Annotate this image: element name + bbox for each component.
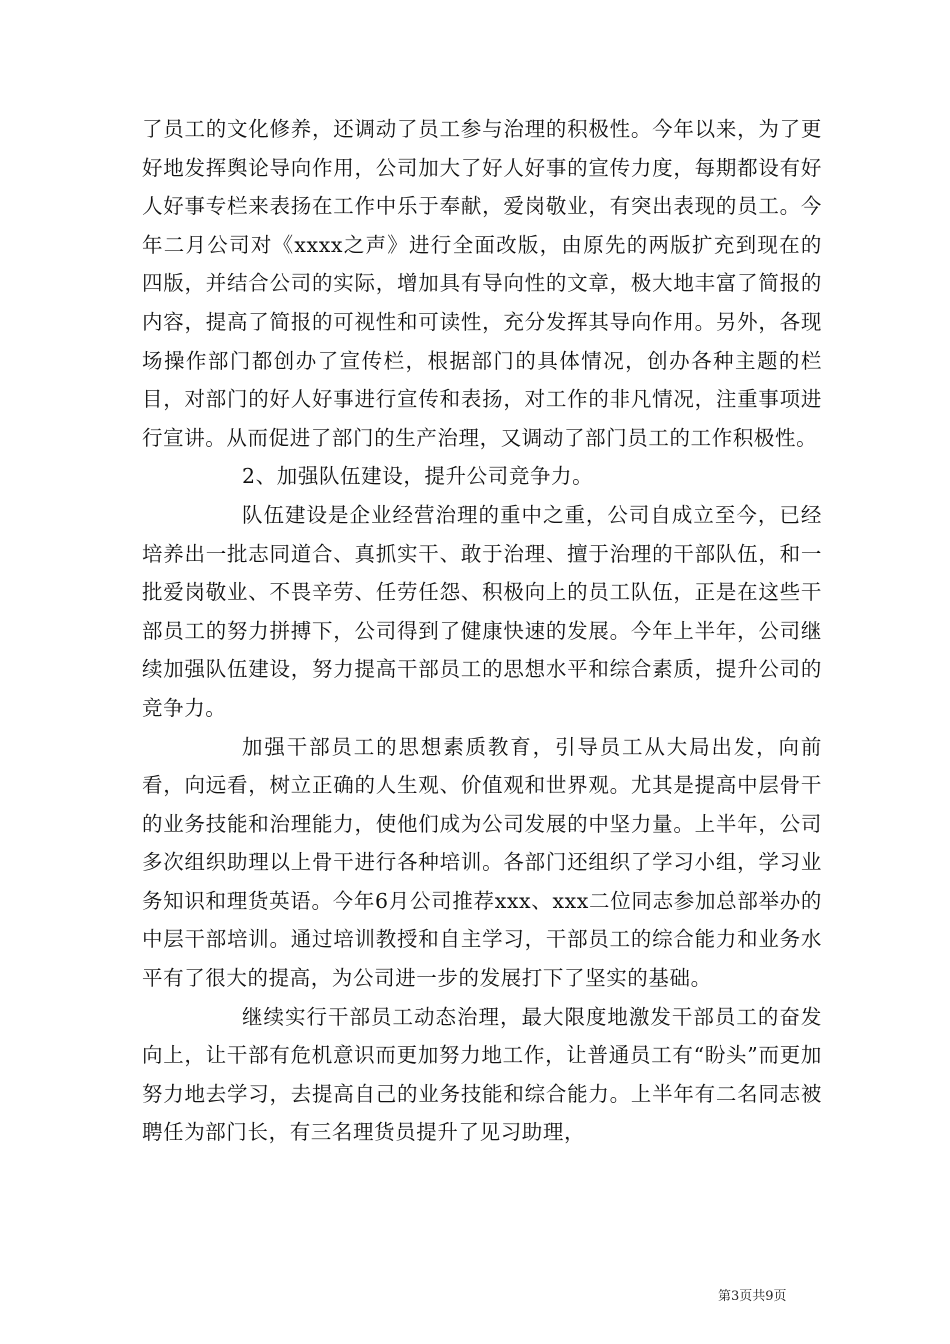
page-footer: 第3页共9页 <box>718 1289 787 1304</box>
section-heading-team-building: 2、加强队伍建设，提升公司竞争力。 <box>242 464 594 489</box>
paragraph-team-building: 队伍建设是企业经营治理的重中之重，公司自成立至今，已经培养出一批志同道合、真抓实干、敢于治理、擅于治理的干部队伍，和一批爱岗敬业、不畏辛劳、任劳任怨、积极向上的员工队伍，正是在这些干部员工的努力拼搏下，公司得到了健康快速的发展。今年上半年，公司继续加强队伍建设，努力提高干部员工的思想水平和综合素质，提升公司的竞争力。 <box>142 502 822 720</box>
paragraph-publicity: 了员工的文化修养，还调动了员工参与治理的积极性。今年以来，为了更好地发挥舆论导向作用，公司加大了好人好事的宣传力度，每期都设有好人好事专栏来表扬在工作中乐于奉献，爱岗敬业，有突出表现的员工。今年二月公司对《xxxx之声》进行全面改版，由原先的两版扩充到现在的四版，并结合公司的实际，增加具有导向性的文章，极大地丰富了简报的内容，提高了简报的可视性和可读性，充分发挥其导向作用。另外，各现场操作部门都创办了宣传栏，根据部门的具体情况，创办各种主题的栏目，对部门的好人好事进行宣传和表扬，对工作的非凡情况，注重事项进行宣讲。从而促进了部门的生产治理，又调动了部门员工的工作积极性。 <box>142 117 822 450</box>
paragraph-dynamic-management: 继续实行干部员工动态治理，最大限度地激发干部员工的奋发向上，让干部有危机意识而更加努力地工作，让普通员工有“盼头”而更加努力地去学习，去提高自己的业务技能和综合能力。上半年有二名同志被聘任为部门长，有三名理货员提升了见习助理， <box>142 1004 822 1145</box>
paragraph-education: 加强干部员工的思想素质教育，引导员工从大局出发，向前看，向远看，树立正确的人生观、价值观和世界观。尤其是提高中层骨干的业务技能和治理能力，使他们成为公司发展的中坚力量。上半年，公司多次组织助理以上骨干进行各种培训。各部门还组织了学习小组，学习业务知识和理货英语。今年6月公司推荐xxx、xxx二位同志参加总部举办的中层干部培训。通过培训教授和自主学习，干部员工的综合能力和业务水平有了很大的提高，为公司进一步的发展打下了坚实的基础。 <box>142 734 822 991</box>
document-body <box>142 110 822 1152</box>
